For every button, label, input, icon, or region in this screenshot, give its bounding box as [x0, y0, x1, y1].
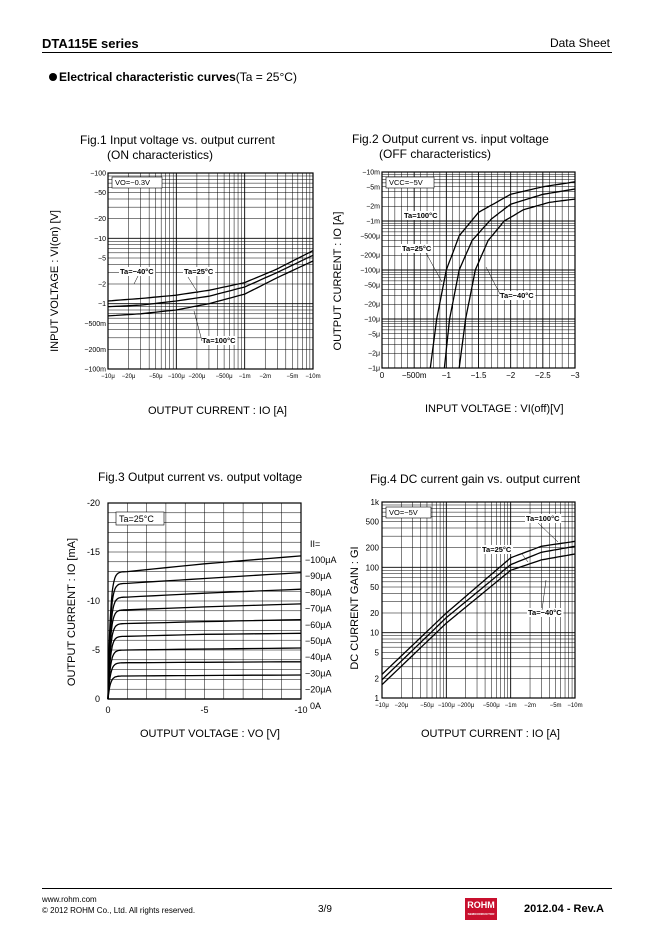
fig1-ann-100: Ta=100°C — [202, 336, 236, 345]
fig3-ii-label: II= — [310, 539, 321, 549]
fig1-cond-label: VO=−0.3V — [115, 178, 151, 187]
fig1-xtick: −200μ — [188, 374, 206, 380]
fig1-xtick: −20μ — [121, 374, 136, 380]
fig1-xtick: −100μ — [167, 374, 185, 380]
fig2-ytick: −50μ — [364, 282, 380, 290]
fig3-ytick: 0 — [94, 694, 100, 704]
fig2-ann-25: Ta=25°C — [402, 244, 432, 253]
fig2-xtick: −2 — [506, 371, 516, 380]
fig4-xtick: −2m — [524, 703, 536, 709]
fig1-leader — [188, 277, 198, 293]
fig4-ann-100: Ta=100°C — [526, 514, 560, 523]
fig2-ytick: −10m — [362, 169, 380, 177]
fig2-ytick: −5m — [366, 184, 380, 192]
fig4-ann-25: Ta=25°C — [482, 545, 512, 554]
footer-url[interactable]: www.rohm.com — [42, 895, 97, 904]
fig3-current-label: −20μA — [305, 684, 332, 695]
fig2-xtick: −2.5 — [534, 371, 551, 380]
fig1-leader — [134, 276, 138, 284]
fig2-ann-100: Ta=100°C — [404, 211, 438, 220]
fig1-ytick: −50 — [94, 190, 106, 198]
fig3-xlabel: OUTPUT VOLTAGE : VO [V] — [140, 728, 280, 740]
fig1-xtick: −5m — [286, 374, 299, 380]
fig4-ytick: 50 — [370, 583, 379, 593]
fig3-xtick: -10 — [294, 705, 308, 715]
fig2-ytick: −100μ — [360, 267, 380, 275]
section-condition: (Ta = 25°C) — [235, 70, 297, 84]
fig3-ytick: -10 — [86, 596, 100, 606]
fig4-ytick: 2 — [374, 674, 379, 684]
fig1-title: Fig.1 Input voltage vs. output current (ON characteristics) — [80, 133, 275, 162]
fig4-ytick: 5 — [374, 648, 379, 658]
fig2-xtick: −500m — [401, 371, 427, 380]
fig4-leader — [542, 580, 546, 610]
fig3-current-label: 0A — [310, 700, 322, 711]
fig1-ytick: −200m — [84, 346, 106, 354]
fig2-ytick: −500μ — [360, 233, 380, 241]
fig1-xtick: −10μ — [101, 374, 115, 380]
document-title: DTA115E series — [42, 36, 139, 51]
fig4-xtick: −10m — [567, 703, 583, 709]
fig2-ytick: −1m — [366, 218, 380, 226]
fig1-xtick: −10m — [305, 374, 321, 380]
fig1-ytick: −2 — [98, 281, 106, 289]
fig2-ytick: −1μ — [367, 365, 380, 373]
fig4-ytick: 20 — [370, 608, 379, 618]
fig1-ytick: −500m — [84, 320, 106, 328]
fig1-leader — [194, 311, 202, 341]
fig1-xlabel: OUTPUT CURRENT : IO [A] — [148, 405, 287, 417]
fig4-xtick: −500μ — [482, 703, 500, 709]
fig4-ytick: 1 — [374, 694, 379, 703]
fig3-title: Fig.3 Output current vs. output voltage — [98, 470, 303, 484]
fig3-current-label: −50μA — [305, 636, 332, 646]
fig1-xtick: −500μ — [215, 374, 233, 380]
fig1-ytick: −1 — [98, 301, 106, 309]
revision: 2012.04 - Rev.A — [524, 903, 604, 915]
fig3-current-label: −30μA — [305, 668, 332, 679]
fig2-xtick: −3 — [570, 371, 580, 380]
fig3-ytick: -20 — [86, 498, 100, 508]
fig2-ann-m40: Ta=−40°C — [500, 291, 534, 300]
fig4-ytick: 500 — [365, 517, 379, 527]
fig3-ytick: -15 — [86, 547, 100, 557]
fig3-current-label: −100μA — [305, 555, 337, 565]
fig1-xtick: −2m — [259, 374, 272, 380]
fig1-ytick: −100m — [84, 366, 106, 374]
fig4-xtick: −20μ — [394, 703, 409, 709]
document-type: Data Sheet — [549, 36, 610, 50]
fig2-title: Fig.2 Output current vs. input voltage (OFF characteristics) — [352, 132, 549, 161]
fig4-xtick: −200μ — [457, 703, 475, 709]
fig4-ytick: 1k — [370, 498, 379, 507]
fig2-xtick: −1 — [441, 371, 451, 380]
fig3-xtick: -5 — [200, 705, 209, 715]
fig3-current-label: −40μA — [305, 652, 332, 663]
fig3-cond-label: Ta=25°C — [119, 514, 154, 524]
fig4-ytick: 100 — [365, 563, 379, 573]
rohm-logo: ROHM SEMICONDUCTOR — [465, 898, 497, 920]
fig4-frame — [382, 502, 575, 698]
fig3-ylabel: OUTPUT CURRENT : IO [mA] — [66, 537, 78, 687]
fig2-xlabel: INPUT VOLTAGE : VI(off)[V] — [425, 403, 564, 415]
fig1-xtick: −1m — [238, 374, 251, 380]
fig4-xtick: −1m — [504, 703, 517, 709]
fig2-xtick: −1.5 — [470, 371, 487, 380]
fig4-xtick: −10μ — [375, 703, 389, 709]
fig1-ann-25: Ta=25°C — [184, 267, 214, 276]
fig4-title: Fig.4 DC current gain vs. output current — [370, 472, 581, 486]
fig2-cond-label: VCC=−5V — [389, 178, 423, 187]
fig3-current-label: −80μA — [305, 587, 332, 598]
fig4-cond-label: VO=−5V — [389, 508, 418, 517]
fig2-ytick: −2μ — [367, 350, 380, 358]
fig2-ytick: −2m — [366, 203, 380, 211]
fig4-ylabel: DC CURRENT GAIN : GI — [349, 546, 361, 670]
fig2-ytick: −200μ — [360, 252, 380, 260]
fig4-ytick: 10 — [370, 628, 379, 638]
fig4-xlabel: OUTPUT CURRENT : IO [A] — [421, 728, 560, 740]
fig1-ann-m40: Ta=−40°C — [120, 267, 154, 276]
fig3-current-label: −60μA — [305, 619, 332, 630]
footer-copyright: © 2012 ROHM Co., Ltd. All rights reserved. — [42, 906, 196, 915]
fig2-ytick: −20μ — [364, 301, 380, 309]
fig3-ytick: -5 — [91, 645, 100, 655]
fig4-ann-m40: Ta=−40°C — [528, 608, 562, 617]
fig4-xtick: −5m — [549, 703, 562, 709]
fig3-xtick: 0 — [105, 705, 111, 715]
fig2-ytick: −10μ — [364, 316, 380, 324]
fig1-ytick: −100 — [90, 170, 106, 178]
section-title: Electrical characteristic curves — [59, 70, 236, 84]
fig3-current-label: −90μA — [305, 571, 332, 582]
fig1-ylabel: INPUT VOLTAGE : VI(on) [V] — [49, 210, 61, 352]
fig2-ytick: −5μ — [367, 331, 380, 339]
fig1-xtick: −50μ — [148, 374, 163, 380]
fig2-series-1 — [444, 189, 575, 368]
fig1-ytick: −5 — [98, 255, 106, 263]
page-number: 3/9 — [318, 904, 332, 915]
fig2-xtick: 0 — [379, 371, 385, 380]
fig3-current-label: −70μA — [305, 603, 332, 614]
fig1-ytick: −20 — [94, 216, 106, 224]
fig4-ytick: 200 — [365, 543, 379, 553]
fig1-ytick: −10 — [94, 235, 106, 243]
fig4-leader — [538, 523, 558, 542]
fig4-xtick: −100μ — [437, 703, 455, 709]
footer-rule — [42, 888, 612, 889]
fig2-ylabel: OUTPUT CURRENT : IO [A] — [332, 211, 344, 351]
fig4-xtick: −50μ — [420, 703, 434, 709]
